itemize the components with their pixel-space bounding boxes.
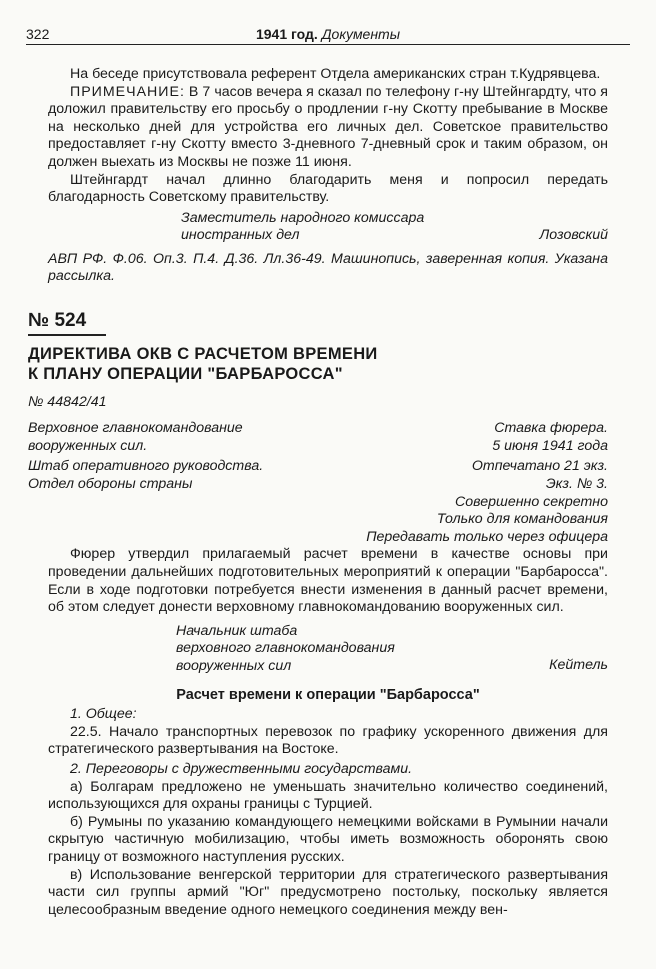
issuer-line-1: Верховное главнокомандование bbox=[28, 419, 243, 436]
directive-body: Фюрер утвердил прилагаемый расчет времени в качестве основы при проведении дальнейших подготовительных мероприятий к операции "Барбаросса". Если в ходе подготовки потребуется внести изменения в данный расчет времени, об этом следует донести верховному главнокомандованию вооруженных сил. bbox=[48, 546, 608, 616]
registration-number: № 44842/41 bbox=[28, 393, 107, 410]
prev-paragraph-1: На беседе присутствовала референт Отдела американских стран т.Кудрявцева. bbox=[70, 66, 601, 82]
section-1-heading: 1. Общее: bbox=[70, 706, 137, 723]
page-number: 322 bbox=[26, 26, 50, 42]
document-title bbox=[28, 344, 608, 384]
note-text: В 7 часов вечера я сказал по телефону г-ну Штейнгардту, что я доложил правительству его просьбу о продлении г-ну Скотту пребывание в Москве на несколько дней для устройства его личных дел. Советское правительство предоставляет г-ну Скотту вместо 3-дневного 7-дневный срок и таким образом, он должен выехать из Москвы не позже 11 июня. bbox=[48, 83, 608, 170]
directive-signer-line-2: верховного главнокомандования bbox=[176, 640, 395, 657]
copies-line: Отпечатано 21 экз. bbox=[471, 457, 608, 474]
directive-signer-line-1: Начальник штаба bbox=[176, 622, 298, 639]
prev-signer-name: Лозовский bbox=[539, 227, 608, 244]
classification-line-1: Совершенно секретно bbox=[455, 493, 608, 510]
directive-signer-line-3: вооруженных сил bbox=[176, 657, 292, 674]
section-2-item-a: а) Болгарам предложено не уменьшать значительно количество соединений, использующихся для охраны границы с Турцией. bbox=[48, 778, 608, 813]
running-title-rest: Документы bbox=[317, 26, 401, 42]
directive-signature bbox=[48, 623, 608, 675]
running-title bbox=[26, 26, 630, 44]
issuer-line-3: Штаб оперативного руководства. bbox=[28, 457, 264, 474]
section-2-item-c: в) Использование венгерской территории для стратегического развертывания части сил группы армий "Юг" предусмотрено постольку, поскольку является целесообразным введение одного немецкого соединения между вен- bbox=[48, 866, 608, 918]
archive-source: АВП РФ. Ф.06. Оп.3. П.4. Д.36. Лл.36-49. Машинопись, заверенная копия. Указана рассылка. bbox=[48, 250, 608, 285]
issuer-line-4: Отдел обороны страны bbox=[28, 475, 193, 492]
document-heading-block bbox=[28, 420, 608, 492]
document-title-line-1: ДИРЕКТИВА ОКВ С РАСЧЕТОМ ВРЕМЕНИ bbox=[28, 344, 378, 363]
issuer-line-2: вооруженных сил. bbox=[28, 437, 148, 454]
prev-note-paragraph bbox=[48, 84, 608, 172]
section-2-heading: 2. Переговоры с дружественными государствами. bbox=[70, 761, 413, 778]
running-title-year: 1941 год. bbox=[255, 26, 318, 42]
copy-number-line: Экз. № 3. bbox=[545, 475, 608, 492]
classification-stamp bbox=[48, 494, 608, 547]
section-2-item-b: б) Румыны по указанию командующего немецкими войсками в Румынии начали скрытую частичную мобилизацию, чтобы иметь возможность оборонять свою границу от возможного наступления русских. bbox=[48, 813, 608, 866]
prev-signer-title-line-1: Заместитель народного комиссара bbox=[181, 209, 425, 226]
prev-signer-title-line-2: иностранных дел bbox=[181, 227, 300, 244]
classification-line-3: Передавать только через офицера bbox=[366, 528, 608, 545]
note-label: ПРИМЕЧАНИЕ: bbox=[70, 83, 185, 100]
classification-line-2: Только для командования bbox=[436, 511, 608, 528]
date-line: 5 июня 1941 года bbox=[492, 437, 608, 454]
place-line: Ставка фюрера. bbox=[494, 419, 608, 436]
document-number: № 524 bbox=[28, 309, 87, 331]
directive-signer-name: Кейтель bbox=[549, 657, 608, 674]
document-number-underline bbox=[28, 334, 106, 336]
prev-signature bbox=[48, 210, 608, 245]
prev-paragraph-3: Штейнгардт начал длинно благодарить меня и попросил передать благодарность Советскому правительству. bbox=[48, 171, 608, 206]
prev-signer-title bbox=[181, 210, 424, 245]
document-title-line-2: К ПЛАНУ ОПЕРАЦИИ "БАРБАРОССА" bbox=[28, 364, 343, 383]
page-header bbox=[26, 26, 630, 45]
section-1-paragraph: 22.5. Начало транспортных перевозок по графику ускоренного движения для стратегического развертывания на Востоке. bbox=[48, 723, 608, 758]
page-content bbox=[28, 66, 608, 919]
section-subtitle: Расчет времени к операции "Барбаросса" bbox=[176, 686, 480, 703]
directive-signer-title bbox=[176, 623, 395, 676]
